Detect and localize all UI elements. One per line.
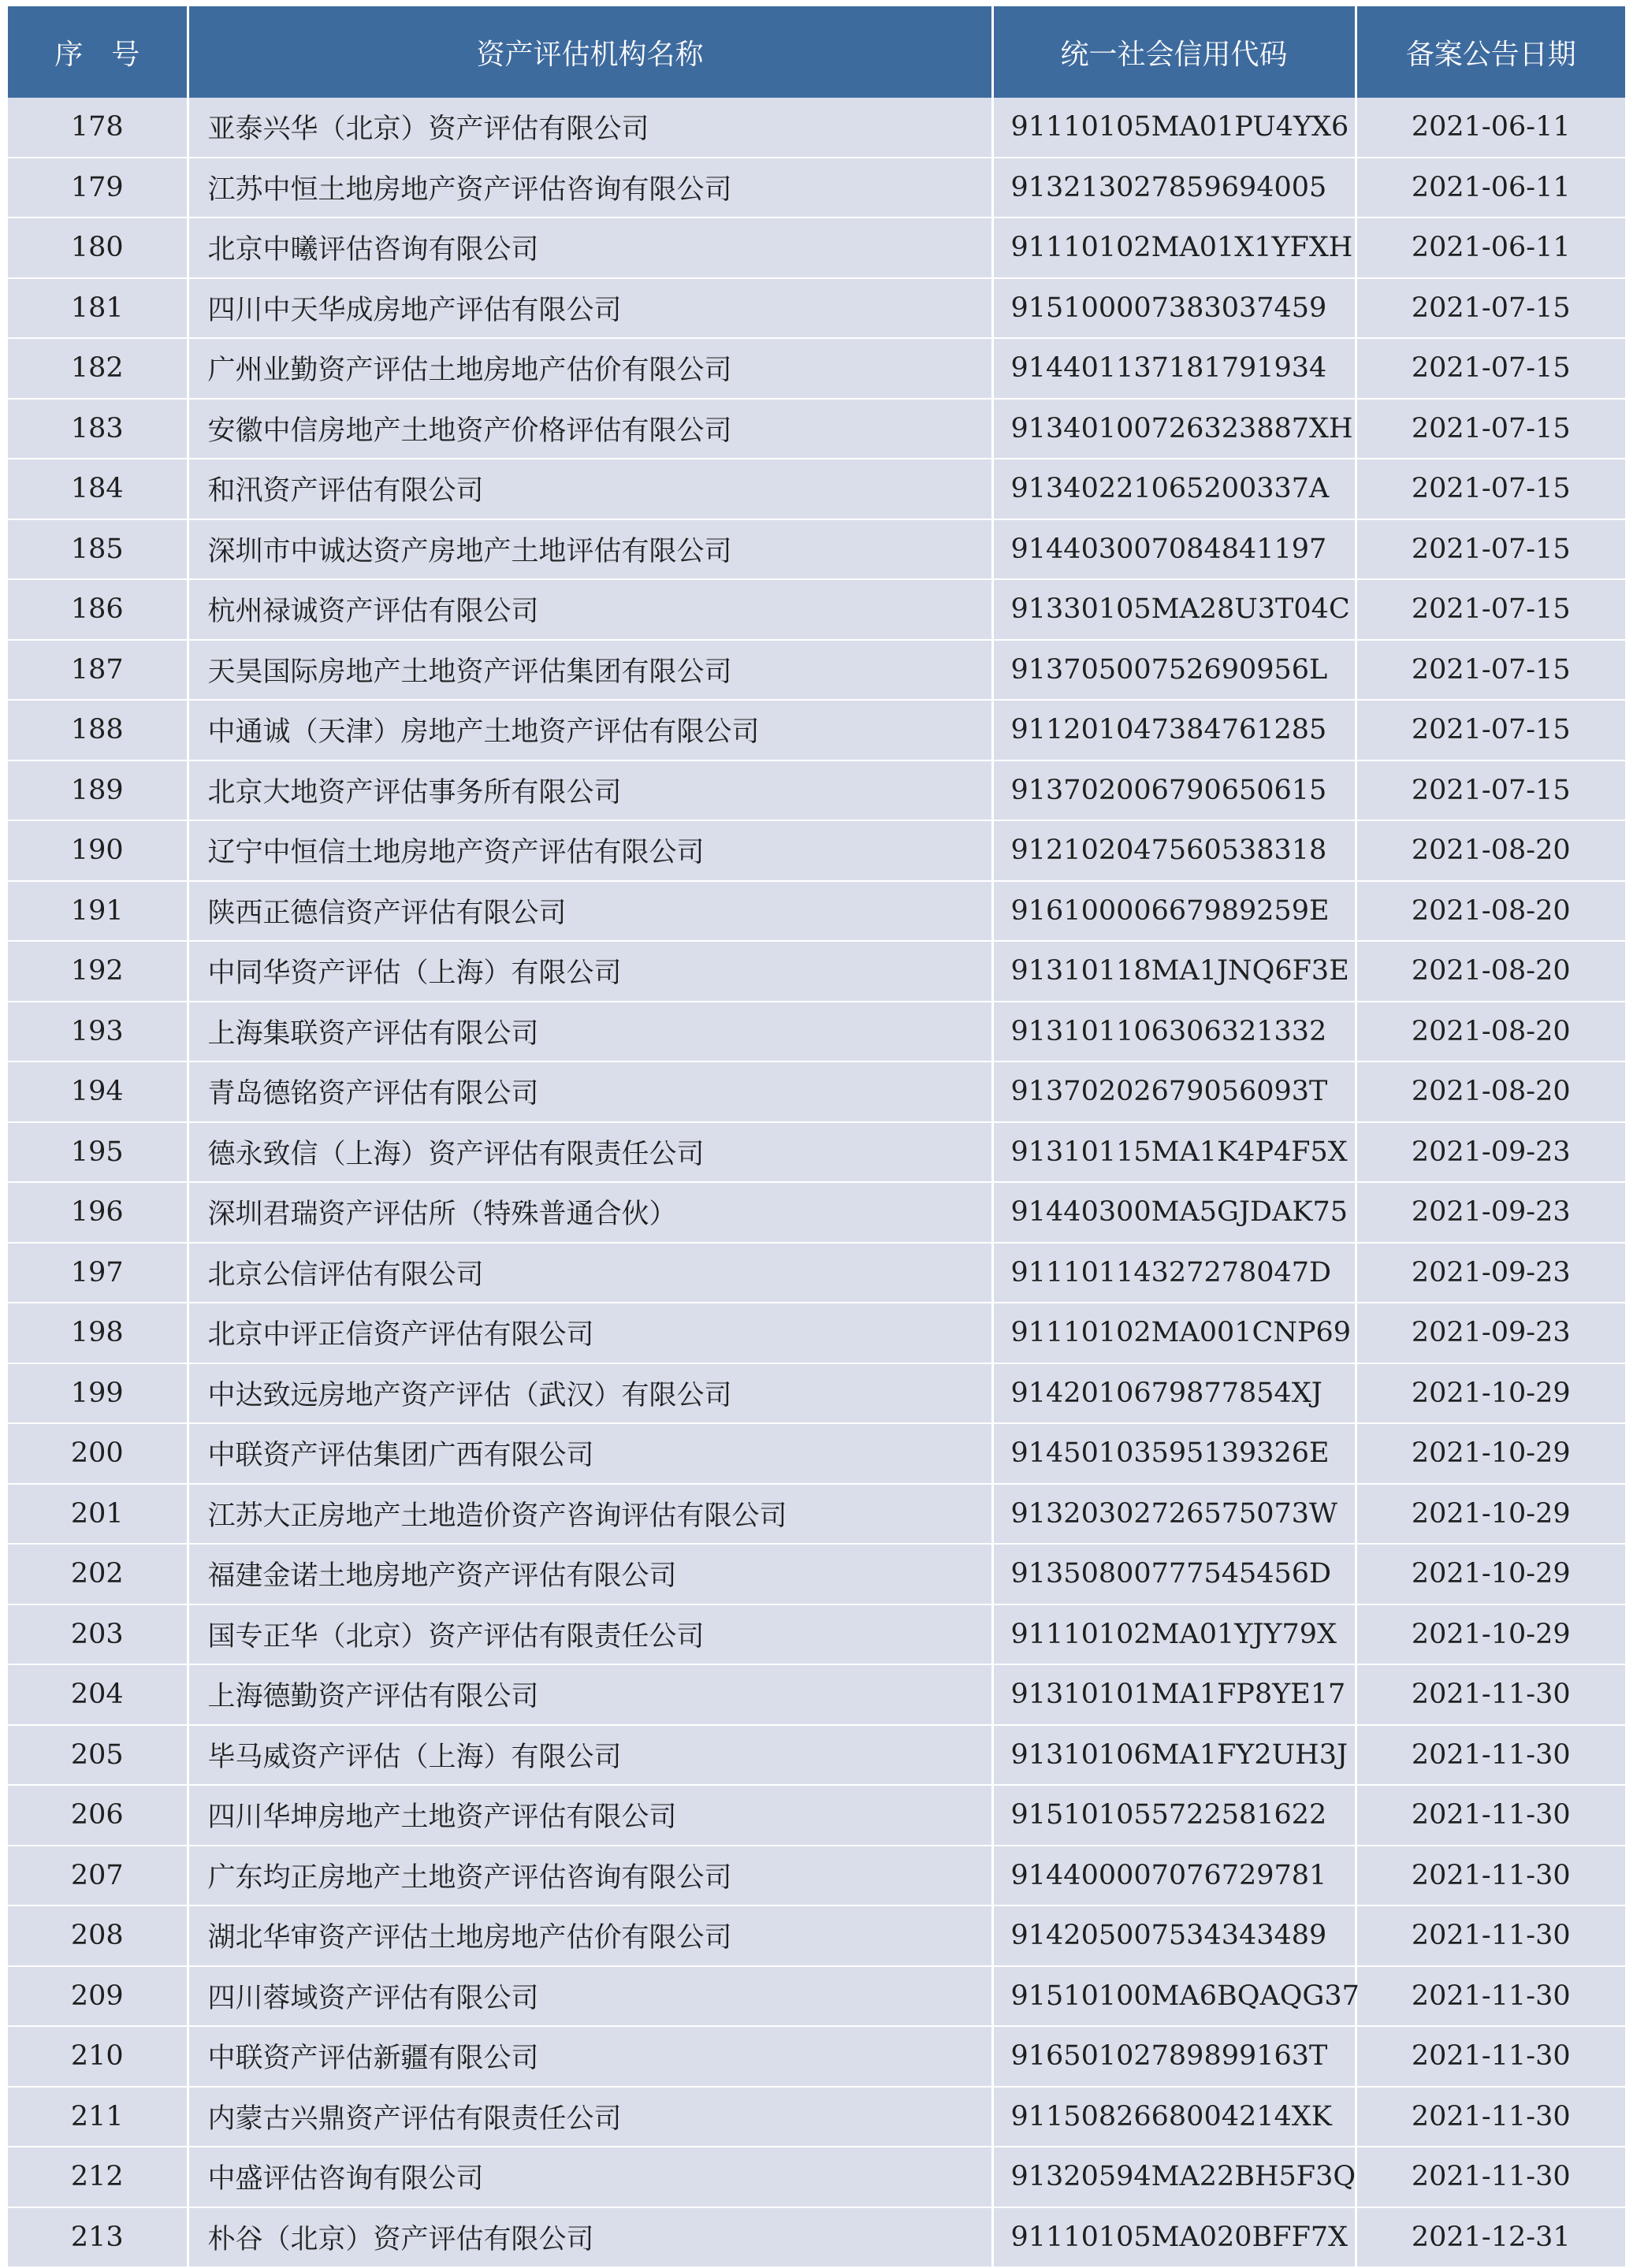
table-row <box>8 1905 1625 1966</box>
announcement-date-cell: 2021-07-15 <box>1356 519 1625 580</box>
credit-code-cell: 9115082668004214XK <box>992 2087 1356 2147</box>
serial-number-cell: 178 <box>8 98 188 158</box>
announcement-date-cell: 2021-11-30 <box>1356 1846 1625 1906</box>
institution-name-cell: 上海集联资产评估有限公司 <box>188 1002 992 1062</box>
serial-number-cell: 199 <box>8 1363 188 1424</box>
announcement-date-cell: 2021-07-15 <box>1356 278 1625 339</box>
announcement-date-cell: 2021-11-30 <box>1356 1725 1625 1786</box>
table-header <box>8 6 1625 98</box>
serial-number-cell: 184 <box>8 459 188 519</box>
announcement-date-cell: 2021-07-15 <box>1356 399 1625 459</box>
institution-name-cell: 朴谷（北京）资产评估有限公司 <box>188 2207 992 2268</box>
serial-number-cell: 191 <box>8 881 188 942</box>
serial-number-cell: 212 <box>8 2147 188 2207</box>
serial-number-cell: 203 <box>8 1604 188 1665</box>
institution-name-cell: 毕马威资产评估（上海）有限公司 <box>188 1725 992 1786</box>
table-row <box>8 640 1625 701</box>
table-row <box>8 1303 1625 1363</box>
credit-code-cell: 91320302726575073W <box>992 1484 1356 1545</box>
announcement-date-cell: 2021-09-23 <box>1356 1122 1625 1183</box>
credit-code-cell: 91110102MA01X1YFXH <box>992 218 1356 278</box>
table-row <box>8 1061 1625 1122</box>
credit-code-cell: 91110105MA020BFF7X <box>992 2207 1356 2268</box>
institution-name-cell: 天昊国际房地产土地资产评估集团有限公司 <box>188 640 992 701</box>
credit-code-cell: 91370202679056093T <box>992 1061 1356 1122</box>
credit-code-cell: 91110102MA001CNP69 <box>992 1303 1356 1363</box>
table-row <box>8 1544 1625 1604</box>
institution-name-cell: 中通诚（天津）房地产土地资产评估有限公司 <box>188 700 992 760</box>
institution-name-cell: 深圳君瑞资产评估所（特殊普通合伙） <box>188 1182 992 1243</box>
institution-name-cell: 中联资产评估新疆有限公司 <box>188 2026 992 2087</box>
announcement-date-cell: 2021-08-20 <box>1356 941 1625 1002</box>
table-row <box>8 1604 1625 1665</box>
serial-number-cell: 185 <box>8 519 188 580</box>
announcement-date-cell: 2021-07-15 <box>1356 760 1625 821</box>
table-row <box>8 459 1625 519</box>
credit-code-cell: 91340221065200337A <box>992 459 1356 519</box>
institution-name-cell: 安徽中信房地产土地资产价格评估有限公司 <box>188 399 992 459</box>
institution-name-cell: 国专正华（北京）资产评估有限责任公司 <box>188 1604 992 1665</box>
credit-code-cell: 91310106MA1FY2UH3J <box>992 1725 1356 1786</box>
institution-name-cell: 湖北华审资产评估土地房地产估价有限公司 <box>188 1905 992 1966</box>
table-body <box>8 98 1625 2267</box>
institution-name-cell: 辽宁中恒信土地房地产资产评估有限公司 <box>188 820 992 881</box>
credit-code-cell: 91310101MA1FP8YE17 <box>992 1664 1356 1725</box>
institution-name-cell: 中联资产评估集团广西有限公司 <box>188 1423 992 1484</box>
credit-code-cell: 91450103595139326E <box>992 1423 1356 1484</box>
table-row <box>8 1664 1625 1725</box>
announcement-date-cell: 2021-11-30 <box>1356 2147 1625 2207</box>
credit-code-cell: 91340100726323887XH <box>992 399 1356 459</box>
institution-name-cell: 德永致信（上海）资产评估有限责任公司 <box>188 1122 992 1183</box>
table-row <box>8 2147 1625 2207</box>
credit-code-cell: 913101106306321332 <box>992 1002 1356 1062</box>
table-row <box>8 98 1625 158</box>
table-row <box>8 941 1625 1002</box>
serial-number-cell: 188 <box>8 700 188 760</box>
institution-name-cell: 中达致远房地产资产评估（武汉）有限公司 <box>188 1363 992 1424</box>
serial-number-cell: 204 <box>8 1664 188 1725</box>
table-row <box>8 700 1625 760</box>
serial-number-cell: 190 <box>8 820 188 881</box>
credit-code-cell: 914403007084841197 <box>992 519 1356 580</box>
credit-code-cell: 91610000667989259E <box>992 881 1356 942</box>
announcement-date-cell: 2021-08-20 <box>1356 881 1625 942</box>
credit-code-cell: 91310118MA1JNQ6F3E <box>992 941 1356 1002</box>
serial-number-cell: 194 <box>8 1061 188 1122</box>
institution-name-cell: 北京中曦评估咨询有限公司 <box>188 218 992 278</box>
table-row <box>8 278 1625 339</box>
table-row <box>8 2207 1625 2268</box>
serial-number-cell: 205 <box>8 1725 188 1786</box>
credit-code-cell: 913213027859694005 <box>992 158 1356 218</box>
credit-code-cell: 915101055722581622 <box>992 1785 1356 1846</box>
serial-number-cell: 211 <box>8 2087 188 2147</box>
institution-name-cell: 上海德勤资产评估有限公司 <box>188 1664 992 1725</box>
serial-number-cell: 186 <box>8 579 188 640</box>
institution-name-cell: 福建金诺土地房地产资产评估有限公司 <box>188 1544 992 1604</box>
serial-number-cell: 200 <box>8 1423 188 1484</box>
institution-name-cell: 陕西正德信资产评估有限公司 <box>188 881 992 942</box>
institution-name-cell: 中盛评估咨询有限公司 <box>188 2147 992 2207</box>
announcement-date-cell: 2021-07-15 <box>1356 579 1625 640</box>
serial-number-cell: 195 <box>8 1122 188 1183</box>
institution-name-cell: 北京大地资产评估事务所有限公司 <box>188 760 992 821</box>
credit-code-cell: 91310115MA1K4P4F5X <box>992 1122 1356 1183</box>
header-row <box>8 6 1625 98</box>
registry-table-container <box>8 6 1625 2268</box>
announcement-date-cell: 2021-08-20 <box>1356 820 1625 881</box>
table-row <box>8 1243 1625 1303</box>
credit-code-cell: 914400007076729781 <box>992 1846 1356 1906</box>
announcement-date-cell: 2021-11-30 <box>1356 1664 1625 1725</box>
announcement-date-cell: 2021-08-20 <box>1356 1061 1625 1122</box>
table-row <box>8 519 1625 580</box>
table-row <box>8 1002 1625 1062</box>
table-row <box>8 1725 1625 1786</box>
serial-number-cell: 208 <box>8 1905 188 1966</box>
announcement-date-cell: 2021-11-30 <box>1356 1966 1625 2027</box>
announcement-date-cell: 2021-10-29 <box>1356 1544 1625 1604</box>
serial-number-cell: 213 <box>8 2207 188 2268</box>
announcement-date-cell: 2021-06-11 <box>1356 158 1625 218</box>
table-row <box>8 760 1625 821</box>
credit-code-cell: 91440300MA5GJDAK75 <box>992 1182 1356 1243</box>
institution-name-cell: 亚泰兴华（北京）资产评估有限公司 <box>188 98 992 158</box>
serial-number-cell: 201 <box>8 1484 188 1545</box>
serial-number-cell: 196 <box>8 1182 188 1243</box>
institution-name-cell: 杭州禄诚资产评估有限公司 <box>188 579 992 640</box>
institution-name-cell: 北京公信评估有限公司 <box>188 1243 992 1303</box>
table-row <box>8 2087 1625 2147</box>
table-row <box>8 158 1625 218</box>
announcement-date-cell: 2021-09-23 <box>1356 1182 1625 1243</box>
serial-number-cell: 210 <box>8 2026 188 2087</box>
institution-name-cell: 广州业勤资产评估土地房地产估价有限公司 <box>188 338 992 399</box>
table-row <box>8 1423 1625 1484</box>
credit-code-cell: 91320594MA22BH5F3Q <box>992 2147 1356 2207</box>
serial-number-cell: 207 <box>8 1846 188 1906</box>
announcement-date-cell: 2021-09-23 <box>1356 1243 1625 1303</box>
institution-name-cell: 深圳市中诚达资产房地产土地评估有限公司 <box>188 519 992 580</box>
table-row <box>8 2026 1625 2087</box>
table-row <box>8 338 1625 399</box>
announcement-date-cell: 2021-12-31 <box>1356 2207 1625 2268</box>
serial-number-cell: 183 <box>8 399 188 459</box>
table-row <box>8 218 1625 278</box>
institution-name-cell: 四川华坤房地产土地资产评估有限公司 <box>188 1785 992 1846</box>
table-row <box>8 1122 1625 1183</box>
table-row <box>8 1966 1625 2027</box>
institution-name-cell: 四川中天华成房地产评估有限公司 <box>188 278 992 339</box>
announcement-date-cell: 2021-07-15 <box>1356 700 1625 760</box>
announcement-date-cell: 2021-10-29 <box>1356 1604 1625 1665</box>
institution-name-cell: 四川蓉域资产评估有限公司 <box>188 1966 992 2027</box>
credit-code-cell: 9142010679877854XJ <box>992 1363 1356 1424</box>
institution-name-cell: 北京中评正信资产评估有限公司 <box>188 1303 992 1363</box>
institution-name-cell: 广东均正房地产土地资产评估咨询有限公司 <box>188 1846 992 1906</box>
serial-number-cell: 187 <box>8 640 188 701</box>
institution-name-cell: 青岛德铭资产评估有限公司 <box>188 1061 992 1122</box>
announcement-date-cell: 2021-11-30 <box>1356 1905 1625 1966</box>
serial-number-cell: 180 <box>8 218 188 278</box>
announcement-date-cell: 2021-06-11 <box>1356 218 1625 278</box>
serial-number-cell: 181 <box>8 278 188 339</box>
institution-name-cell: 中同华资产评估（上海）有限公司 <box>188 941 992 1002</box>
credit-code-cell: 915100007383037459 <box>992 278 1356 339</box>
announcement-date-cell: 2021-07-15 <box>1356 640 1625 701</box>
serial-number-cell: 179 <box>8 158 188 218</box>
table-row <box>8 1846 1625 1906</box>
credit-code-cell: 91110105MA01PU4YX6 <box>992 98 1356 158</box>
serial-number-cell: 202 <box>8 1544 188 1604</box>
announcement-date-cell: 2021-10-29 <box>1356 1423 1625 1484</box>
credit-code-cell: 91110114327278047D <box>992 1243 1356 1303</box>
institution-name-cell: 和汛资产评估有限公司 <box>188 459 992 519</box>
serial-number-cell: 209 <box>8 1966 188 2027</box>
announcement-date-cell: 2021-07-15 <box>1356 338 1625 399</box>
table-row <box>8 881 1625 942</box>
institution-name-cell: 内蒙古兴鼎资产评估有限责任公司 <box>188 2087 992 2147</box>
table-row <box>8 1182 1625 1243</box>
credit-code-cell: 912102047560538318 <box>992 820 1356 881</box>
table-row <box>8 1363 1625 1424</box>
table-row <box>8 1785 1625 1846</box>
credit-code-cell: 91650102789899163T <box>992 2026 1356 2087</box>
serial-number-cell: 197 <box>8 1243 188 1303</box>
announcement-date-cell: 2021-11-30 <box>1356 2087 1625 2147</box>
announcement-date-cell: 2021-10-29 <box>1356 1484 1625 1545</box>
appraisal-institution-table <box>8 6 1625 2268</box>
announcement-date-cell: 2021-10-29 <box>1356 1363 1625 1424</box>
serial-number-cell: 193 <box>8 1002 188 1062</box>
announcement-date-cell: 2021-09-23 <box>1356 1303 1625 1363</box>
credit-code-cell: 914205007534343489 <box>992 1905 1356 1966</box>
institution-name-cell: 江苏中恒土地房地产资产评估咨询有限公司 <box>188 158 992 218</box>
institution-name-cell: 江苏大正房地产土地造价资产咨询评估有限公司 <box>188 1484 992 1545</box>
serial-number-cell: 192 <box>8 941 188 1002</box>
serial-number-cell: 198 <box>8 1303 188 1363</box>
announcement-date-cell: 2021-07-15 <box>1356 459 1625 519</box>
announcement-date-cell: 2021-08-20 <box>1356 1002 1625 1062</box>
announcement-date-cell: 2021-11-30 <box>1356 2026 1625 2087</box>
announcement-date-cell: 2021-11-30 <box>1356 1785 1625 1846</box>
credit-code-cell: 911201047384761285 <box>992 700 1356 760</box>
header-institution-name: 资产评估机构名称 <box>188 6 992 98</box>
table-row <box>8 1484 1625 1545</box>
serial-number-cell: 206 <box>8 1785 188 1846</box>
serial-number-cell: 189 <box>8 760 188 821</box>
credit-code-cell: 91510100MA6BQAQG37 <box>992 1966 1356 2027</box>
credit-code-cell: 914401137181791934 <box>992 338 1356 399</box>
credit-code-cell: 91370500752690956L <box>992 640 1356 701</box>
header-serial-number: 序 号 <box>8 6 188 98</box>
credit-code-cell: 913702006790650615 <box>992 760 1356 821</box>
announcement-date-cell: 2021-06-11 <box>1356 98 1625 158</box>
serial-number-cell: 182 <box>8 338 188 399</box>
table-row <box>8 579 1625 640</box>
table-row <box>8 820 1625 881</box>
table-row <box>8 399 1625 459</box>
header-announcement-date: 备案公告日期 <box>1356 6 1625 98</box>
header-credit-code: 统一社会信用代码 <box>992 6 1356 98</box>
credit-code-cell: 91110102MA01YJY79X <box>992 1604 1356 1665</box>
credit-code-cell: 91330105MA28U3T04C <box>992 579 1356 640</box>
credit-code-cell: 91350800777545456D <box>992 1544 1356 1604</box>
